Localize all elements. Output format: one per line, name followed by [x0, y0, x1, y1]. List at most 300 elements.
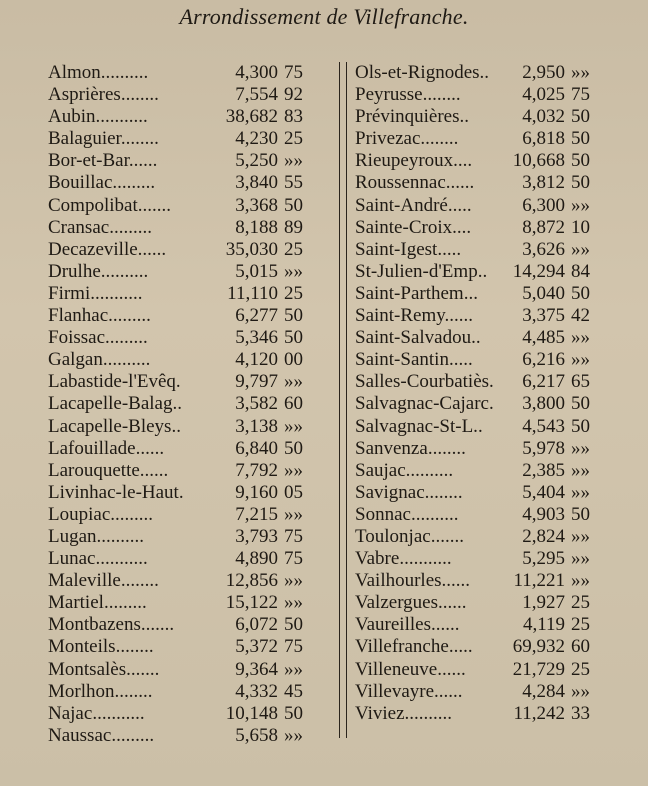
table-row [48, 62, 330, 84]
commune-name [355, 703, 452, 725]
amount-decimal: 55 [284, 172, 303, 194]
table-row [355, 703, 637, 725]
table-row [48, 371, 330, 393]
commune-label: Larouquette [48, 459, 140, 481]
amount-decimal: 75 [284, 62, 303, 83]
amount-decimal: 65 [571, 371, 590, 393]
amount-integer: 11,242 [513, 702, 565, 724]
amount-decimal: 60 [571, 636, 590, 658]
commune-label: Sanvenza [355, 437, 428, 459]
amount-integer: 21,729 [512, 658, 565, 680]
amount-integer: 3,368 [235, 194, 278, 216]
amount-decimal: 50 [571, 106, 590, 128]
commune-name [48, 371, 181, 393]
commune-label: Najac [48, 702, 93, 724]
commune-label: Compolibat [48, 194, 138, 216]
leader-dots: ...... [139, 459, 169, 481]
amount-integer: 8,188 [235, 216, 278, 238]
amount-integer: 10,148 [225, 702, 278, 724]
commune-label: Salvagnac-St-L. [355, 415, 478, 437]
commune-name [48, 349, 150, 371]
amount-integer: 12,856 [225, 570, 278, 592]
amount-integer: 3,800 [522, 393, 565, 415]
leader-dots: .. [171, 415, 181, 437]
commune-label: Rieupeyroux [355, 150, 454, 172]
leader-dots: ...... [434, 680, 463, 702]
amount-decimal: 25 [571, 658, 590, 680]
commune-label: Lacapelle-Balag.. [48, 393, 182, 415]
amount-integer: 4,890 [235, 548, 278, 570]
leader-dots: ........ [120, 84, 159, 106]
commune-label: Peyrusse [355, 84, 423, 106]
commune-label: Almon [48, 62, 101, 83]
leader-dots: ........... [92, 702, 145, 724]
amount-integer: 6,072 [235, 614, 278, 636]
commune-label: Drulhe [48, 260, 101, 282]
amount-integer: 7,215 [235, 503, 278, 525]
commune-label: Salvagnac-Cajarc. [355, 393, 494, 415]
commune-name [48, 128, 159, 150]
table-row [355, 106, 637, 128]
commune-label: Bouillac [48, 172, 113, 194]
amount-integer: 5,978 [522, 437, 565, 459]
amount-decimal: 25 [284, 282, 303, 304]
commune-name [48, 239, 166, 261]
commune-label: Naussac [48, 724, 112, 746]
amount-decimal: »» [571, 548, 590, 570]
amount-decimal: »» [571, 481, 590, 503]
amount-decimal: 50 [284, 614, 303, 636]
amount-integer: 6,277 [235, 305, 278, 327]
leader-dots: ......... [111, 724, 155, 746]
leader-dots: .......... [404, 702, 453, 724]
commune-name [48, 504, 153, 526]
table-row [355, 438, 637, 460]
commune-name [48, 172, 155, 194]
amount-integer: 15,122 [225, 592, 278, 614]
amount-decimal: 25 [284, 128, 303, 150]
amount-decimal: 84 [571, 260, 590, 282]
commune-label: Montbazens [48, 614, 141, 636]
leader-dots: ........ [114, 680, 153, 702]
commune-name [48, 416, 181, 438]
table-row [355, 526, 637, 548]
amount-integer: 7,554 [235, 84, 278, 106]
commune-label: Lunac [48, 548, 96, 570]
commune-label: Lugan [48, 525, 97, 547]
amount-integer: 6,217 [522, 371, 565, 393]
commune-name [355, 84, 461, 106]
table-row [355, 261, 637, 283]
amount-integer: 11,221 [513, 570, 565, 592]
leader-dots: ........... [95, 106, 148, 128]
table-row [355, 84, 637, 106]
leader-dots: ...... [437, 658, 466, 680]
left-column [48, 62, 330, 747]
leader-dots: ......... [110, 503, 154, 525]
leader-dots: ........ [115, 636, 154, 658]
commune-label: Montsalès [48, 658, 127, 680]
leader-dots: .......... [405, 459, 454, 481]
amount-integer: 4,485 [522, 327, 565, 349]
table-row [48, 438, 330, 460]
amount-integer: 5,372 [235, 636, 278, 658]
leader-dots: ....... [140, 614, 175, 636]
commune-label: Vailhourles [355, 570, 442, 592]
table-row [355, 659, 637, 681]
commune-label: Salles-Courbatiès. [355, 371, 494, 393]
amount-decimal: 50 [571, 128, 590, 150]
table-row [48, 416, 330, 438]
commune-label: Aubin [48, 106, 96, 128]
commune-label: Morlhon [48, 680, 115, 702]
commune-name [48, 548, 148, 570]
commune-label: Sonnac [355, 503, 411, 525]
table-row [355, 416, 637, 438]
amount-decimal: »» [571, 62, 590, 83]
table-row [48, 84, 330, 106]
amount-decimal: »» [571, 327, 590, 349]
commune-label: Cransac [48, 216, 110, 238]
commune-label: Livinhac-le-Haut. [48, 481, 184, 503]
table-row [355, 393, 637, 415]
leader-dots: ..... [448, 349, 473, 371]
table-row [355, 460, 637, 482]
amount-decimal: 50 [571, 172, 590, 194]
amount-decimal: »» [284, 570, 303, 592]
amount-decimal: »» [284, 415, 303, 437]
commune-label: Asprières [48, 84, 121, 106]
table-row [48, 327, 330, 349]
amount-decimal: 83 [284, 106, 303, 128]
commune-name [355, 548, 452, 570]
leader-dots: ........ [120, 570, 159, 592]
amount-integer: 10,668 [512, 150, 565, 172]
amount-decimal: »» [284, 724, 303, 746]
commune-label: Saint-André [355, 194, 448, 216]
leader-dots: ......... [108, 305, 151, 327]
commune-label: Maleville [48, 570, 121, 592]
amount-decimal: »» [284, 459, 303, 481]
amount-decimal: »» [571, 238, 590, 260]
commune-label: Prévinquières [355, 106, 460, 128]
table-row [48, 482, 330, 504]
table-row [48, 349, 330, 371]
commune-name [48, 659, 159, 681]
commune-label: Villefranche [355, 636, 449, 658]
amount-decimal: 60 [284, 393, 303, 415]
leader-dots: ..... [437, 238, 462, 260]
commune-label: Villeneuve [355, 658, 438, 680]
leader-dots: ......... [103, 592, 147, 614]
commune-name [48, 327, 148, 349]
amount-integer: 4,032 [522, 106, 565, 128]
commune-name [355, 482, 463, 504]
amount-integer: 6,300 [522, 194, 565, 216]
commune-label: Privezac [355, 128, 421, 150]
amount-decimal: »» [571, 459, 590, 481]
commune-label: Vaureilles [355, 614, 431, 636]
table-row [48, 106, 330, 128]
table-row [48, 172, 330, 194]
commune-label: Foissac [48, 327, 105, 349]
table-row [355, 349, 637, 371]
table-row [48, 526, 330, 548]
commune-label: Saint-Santin [355, 349, 449, 371]
commune-label: Firmi [48, 282, 91, 304]
commune-name [355, 460, 453, 482]
leader-dots: ........... [90, 282, 143, 304]
commune-name [48, 62, 148, 84]
amount-decimal: »» [284, 503, 303, 525]
leader-dots: .... [453, 150, 473, 172]
amount-decimal: 45 [284, 680, 303, 702]
commune-label: Balaguier [48, 128, 121, 150]
amount-integer: 5,250 [235, 150, 278, 172]
amount-integer: 3,375 [522, 305, 565, 327]
table-row [48, 195, 330, 217]
leader-dots: ..... [447, 194, 472, 216]
commune-name [355, 681, 463, 703]
amount-decimal: 50 [284, 305, 303, 327]
table-row [48, 636, 330, 658]
amount-decimal: 50 [284, 702, 303, 724]
amount-integer: 4,025 [522, 84, 565, 106]
commune-name [48, 725, 154, 747]
leader-dots: ..... [448, 636, 473, 658]
amount-integer: 14,294 [512, 260, 565, 282]
amount-integer: 3,840 [235, 172, 278, 194]
leader-dots: ... [463, 282, 478, 304]
leader-dots: ...... [441, 570, 471, 592]
leader-dots: ...... [444, 305, 474, 327]
amount-integer: 4,543 [522, 415, 565, 437]
amount-decimal: 50 [571, 282, 590, 304]
commune-label: Valzergues [355, 592, 439, 614]
commune-label: Vabre [355, 548, 400, 570]
commune-label: Saint-Remy [355, 305, 445, 327]
table-row [48, 570, 330, 592]
commune-name [48, 703, 145, 725]
table-row [48, 504, 330, 526]
commune-label: Savignac [355, 481, 425, 503]
commune-name [48, 261, 148, 283]
amount-integer: 5,040 [522, 282, 565, 304]
leader-dots: ........ [424, 481, 463, 503]
table-row [355, 305, 637, 327]
commune-name [48, 195, 171, 217]
table-row [48, 548, 330, 570]
amount-decimal: 50 [571, 150, 590, 172]
amount-decimal: 50 [284, 437, 303, 459]
amount-decimal: 33 [571, 702, 590, 724]
page-title: Arrondissement de Villefranche. [179, 4, 469, 29]
leader-dots: ........... [399, 548, 452, 570]
leader-dots: ...... [430, 614, 460, 636]
commune-label: Saint-Parthem [355, 282, 464, 304]
amount-decimal: 00 [284, 349, 303, 371]
commune-name [48, 460, 168, 482]
amount-decimal: 25 [284, 238, 303, 260]
amount-integer: 3,582 [235, 393, 278, 415]
amount-integer: 9,364 [235, 658, 278, 680]
right-column [355, 62, 637, 725]
amount-decimal: »» [571, 525, 590, 547]
amount-integer: 4,230 [235, 128, 278, 150]
table-row [48, 305, 330, 327]
leader-dots: .... [452, 216, 472, 238]
table-row [355, 172, 637, 194]
commune-name [355, 217, 471, 239]
amount-integer: 6,840 [235, 437, 278, 459]
table-row [355, 327, 637, 349]
commune-name [355, 614, 459, 636]
commune-label: Toulonjac [355, 525, 431, 547]
commune-name [48, 570, 159, 592]
amount-decimal: 50 [284, 194, 303, 216]
commune-name [48, 681, 153, 703]
leader-dots: .......... [100, 260, 149, 282]
leader-dots: ........ [120, 128, 159, 150]
amount-decimal: »» [284, 592, 303, 614]
commune-label: Lacapelle-Bleys [48, 415, 172, 437]
table-row [355, 592, 637, 614]
leader-dots: .. [459, 106, 469, 128]
leader-dots: ........ [422, 84, 461, 106]
amount-decimal: 75 [284, 548, 303, 570]
amount-decimal: 89 [284, 216, 303, 238]
table-row [355, 371, 637, 393]
leader-dots: ...... [445, 172, 475, 194]
amount-integer: 5,346 [235, 327, 278, 349]
commune-label: Bor-et-Bar [48, 150, 129, 172]
amount-decimal: »» [284, 658, 303, 680]
amount-integer: 4,119 [522, 614, 565, 636]
table-row [48, 703, 330, 725]
table-row [48, 217, 330, 239]
commune-label: Labastide-l'Evêq. [48, 371, 181, 393]
table-row [355, 128, 637, 150]
leader-dots: ......... [112, 172, 156, 194]
amount-integer: 6,216 [522, 349, 565, 371]
commune-label: Flanhac [48, 305, 109, 327]
amount-integer: 8,872 [522, 216, 565, 238]
table-row [48, 393, 330, 415]
table-row [355, 482, 637, 504]
commune-name [355, 659, 466, 681]
commune-name [355, 128, 458, 150]
amount-decimal: 92 [284, 84, 303, 106]
amount-integer: 4,300 [235, 62, 278, 83]
table-row [48, 261, 330, 283]
commune-name [48, 482, 184, 504]
commune-name [355, 106, 469, 128]
table-row [48, 592, 330, 614]
leader-dots: .......... [102, 349, 151, 371]
commune-name [48, 636, 154, 658]
amount-integer: 4,120 [235, 349, 278, 371]
commune-label: Monteils [48, 636, 116, 658]
table-row [355, 239, 637, 261]
commune-name [48, 614, 174, 636]
table-row [355, 681, 637, 703]
commune-label: Martiel [48, 592, 104, 614]
commune-name [48, 305, 151, 327]
commune-name [48, 283, 142, 305]
amount-integer: 5,658 [235, 724, 278, 746]
table-row [355, 217, 637, 239]
amount-decimal: 42 [571, 305, 590, 327]
amount-decimal: 75 [571, 84, 590, 106]
commune-name [48, 526, 144, 548]
commune-name [48, 438, 164, 460]
amount-decimal: 75 [284, 525, 303, 547]
amount-integer: 9,160 [235, 481, 278, 503]
column-divider [339, 62, 347, 738]
commune-name [48, 592, 147, 614]
leader-dots: ......... [109, 216, 152, 238]
amount-integer: 35,030 [225, 238, 278, 260]
commune-label: Decazeville [48, 238, 138, 260]
amount-decimal: »» [571, 570, 590, 592]
leader-dots: ....... [126, 658, 160, 680]
leader-dots: ........ [427, 437, 466, 459]
commune-label: Saint-Salvadou [355, 327, 472, 349]
amount-integer: 9,797 [235, 371, 278, 393]
amount-integer: 3,138 [235, 415, 278, 437]
amount-integer: 5,404 [522, 481, 565, 503]
leader-dots: ...... [128, 150, 158, 172]
amount-integer: 2,824 [522, 525, 565, 547]
commune-name [355, 239, 461, 261]
amount-decimal: »» [571, 194, 590, 216]
amount-integer: 5,015 [235, 260, 278, 282]
amount-decimal: 05 [284, 481, 303, 503]
commune-label: Saujac [355, 459, 406, 481]
table-row [355, 570, 637, 592]
commune-label: Saint-Igest [355, 238, 438, 260]
commune-name [355, 592, 467, 614]
leader-dots: .......... [100, 62, 149, 83]
table-row [48, 614, 330, 636]
commune-label: Ols-et-Rignodes.. [355, 62, 490, 83]
commune-name [48, 150, 157, 172]
amount-decimal: 50 [284, 327, 303, 349]
amount-integer: 4,903 [522, 503, 565, 525]
leader-dots: ......... [105, 327, 148, 349]
amount-integer: 2,385 [522, 459, 565, 481]
amount-integer: 11,110 [227, 282, 278, 304]
table-row [355, 62, 637, 84]
leader-dots: ...... [135, 437, 165, 459]
amount-integer: 2,950 [522, 62, 565, 83]
leader-dots: ....... [137, 194, 171, 216]
table-row [48, 239, 330, 261]
table-row [48, 681, 330, 703]
amount-integer: 4,284 [522, 680, 565, 702]
amount-decimal: 25 [571, 614, 590, 636]
commune-label: Galgan [48, 349, 103, 371]
amount-integer: 3,626 [522, 238, 565, 260]
table-row [48, 725, 330, 747]
table-row [355, 150, 637, 172]
amount-decimal: »» [571, 680, 590, 702]
commune-name [355, 570, 470, 592]
amount-decimal: 75 [284, 636, 303, 658]
amount-decimal: »» [571, 349, 590, 371]
leader-dots: .......... [96, 525, 145, 547]
commune-label: Villevayre [355, 680, 435, 702]
